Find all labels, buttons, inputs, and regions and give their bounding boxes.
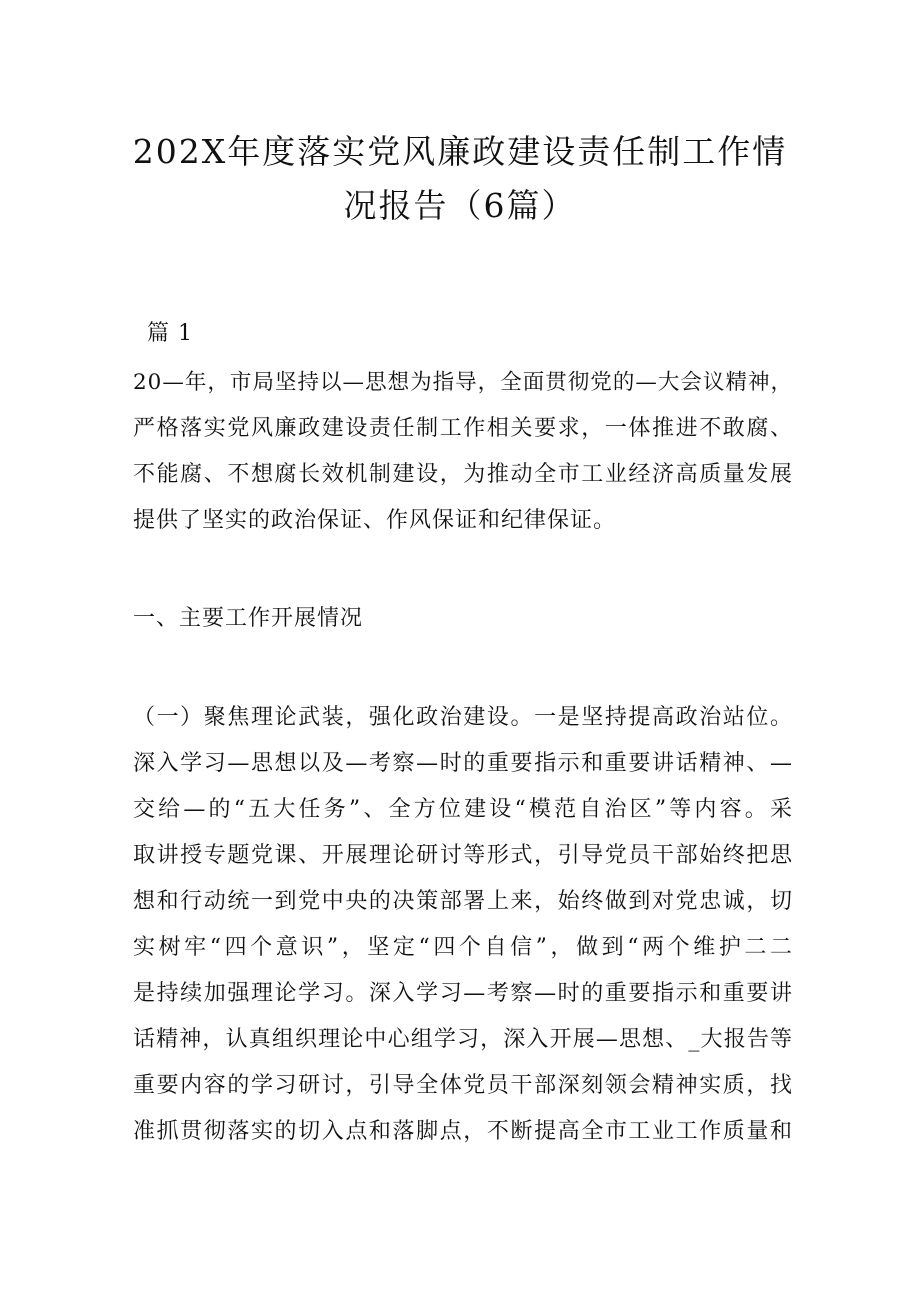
body-line-9: 重要内容的学习研讨，引导全体党员干部深刻领会精神实质，找 [133,1073,793,1098]
intro-line-2: 严格落实党风廉政建设责任制工作相关要求，一体推进不敢腐、 [133,416,793,441]
intro-line-1: 20—年，市局坚持以—思想为指导，全面贯彻党的—大会议精神， [133,370,793,395]
title-text-1: 202X年度落实党风廉政建设责任制工作情 [132,132,788,171]
body-line-6: 实树牢“四个意识”，坚定“四个自信”，做到“两个维护二二 [133,935,793,960]
body-line-8: 话精神，认真组织理论中心组学习，深入开展—思想、_大报告等 [133,1027,793,1052]
intro-line-3: 不能腐、不想腐长效机制建设，为推动全市工业经济高质量发展 [133,462,793,487]
body-line-3: 交给—的“五大任务”、全方位建设“模范自治区”等内容。采 [133,797,793,822]
body-line-1: （一）聚焦理论武装，强化政治建设。一是坚持提高政治站位。 [133,705,793,730]
body-line-10: 准抓贯彻落实的切入点和落脚点，不断提高全市工业工作质量和 [133,1119,793,1144]
document-title-line-1 [0,126,920,173]
body-line-2: 深入学习—思想以及—考察—时的重要指示和重要讲话精神、— [133,751,793,776]
document-title-line-2 [0,180,920,227]
title-text-2: 况报告（6篇） [343,186,577,225]
intro-line-4: 提供了坚实的政治保证、作风保证和纪律保证。 [133,508,617,533]
heading-1: 一、主要工作开展情况 [133,606,364,631]
body-line-5: 想和行动统一到党中央的决策部署上来，始终做到对党忠诚，切 [133,889,793,914]
section-label: 篇 1 [147,321,193,346]
body-line-7: 是持续加强理论学习。深入学习—考察—时的重要指示和重要讲 [133,981,793,1006]
body-line-4: 取讲授专题党课、开展理论研讨等形式，引导党员干部始终把思 [133,843,793,868]
